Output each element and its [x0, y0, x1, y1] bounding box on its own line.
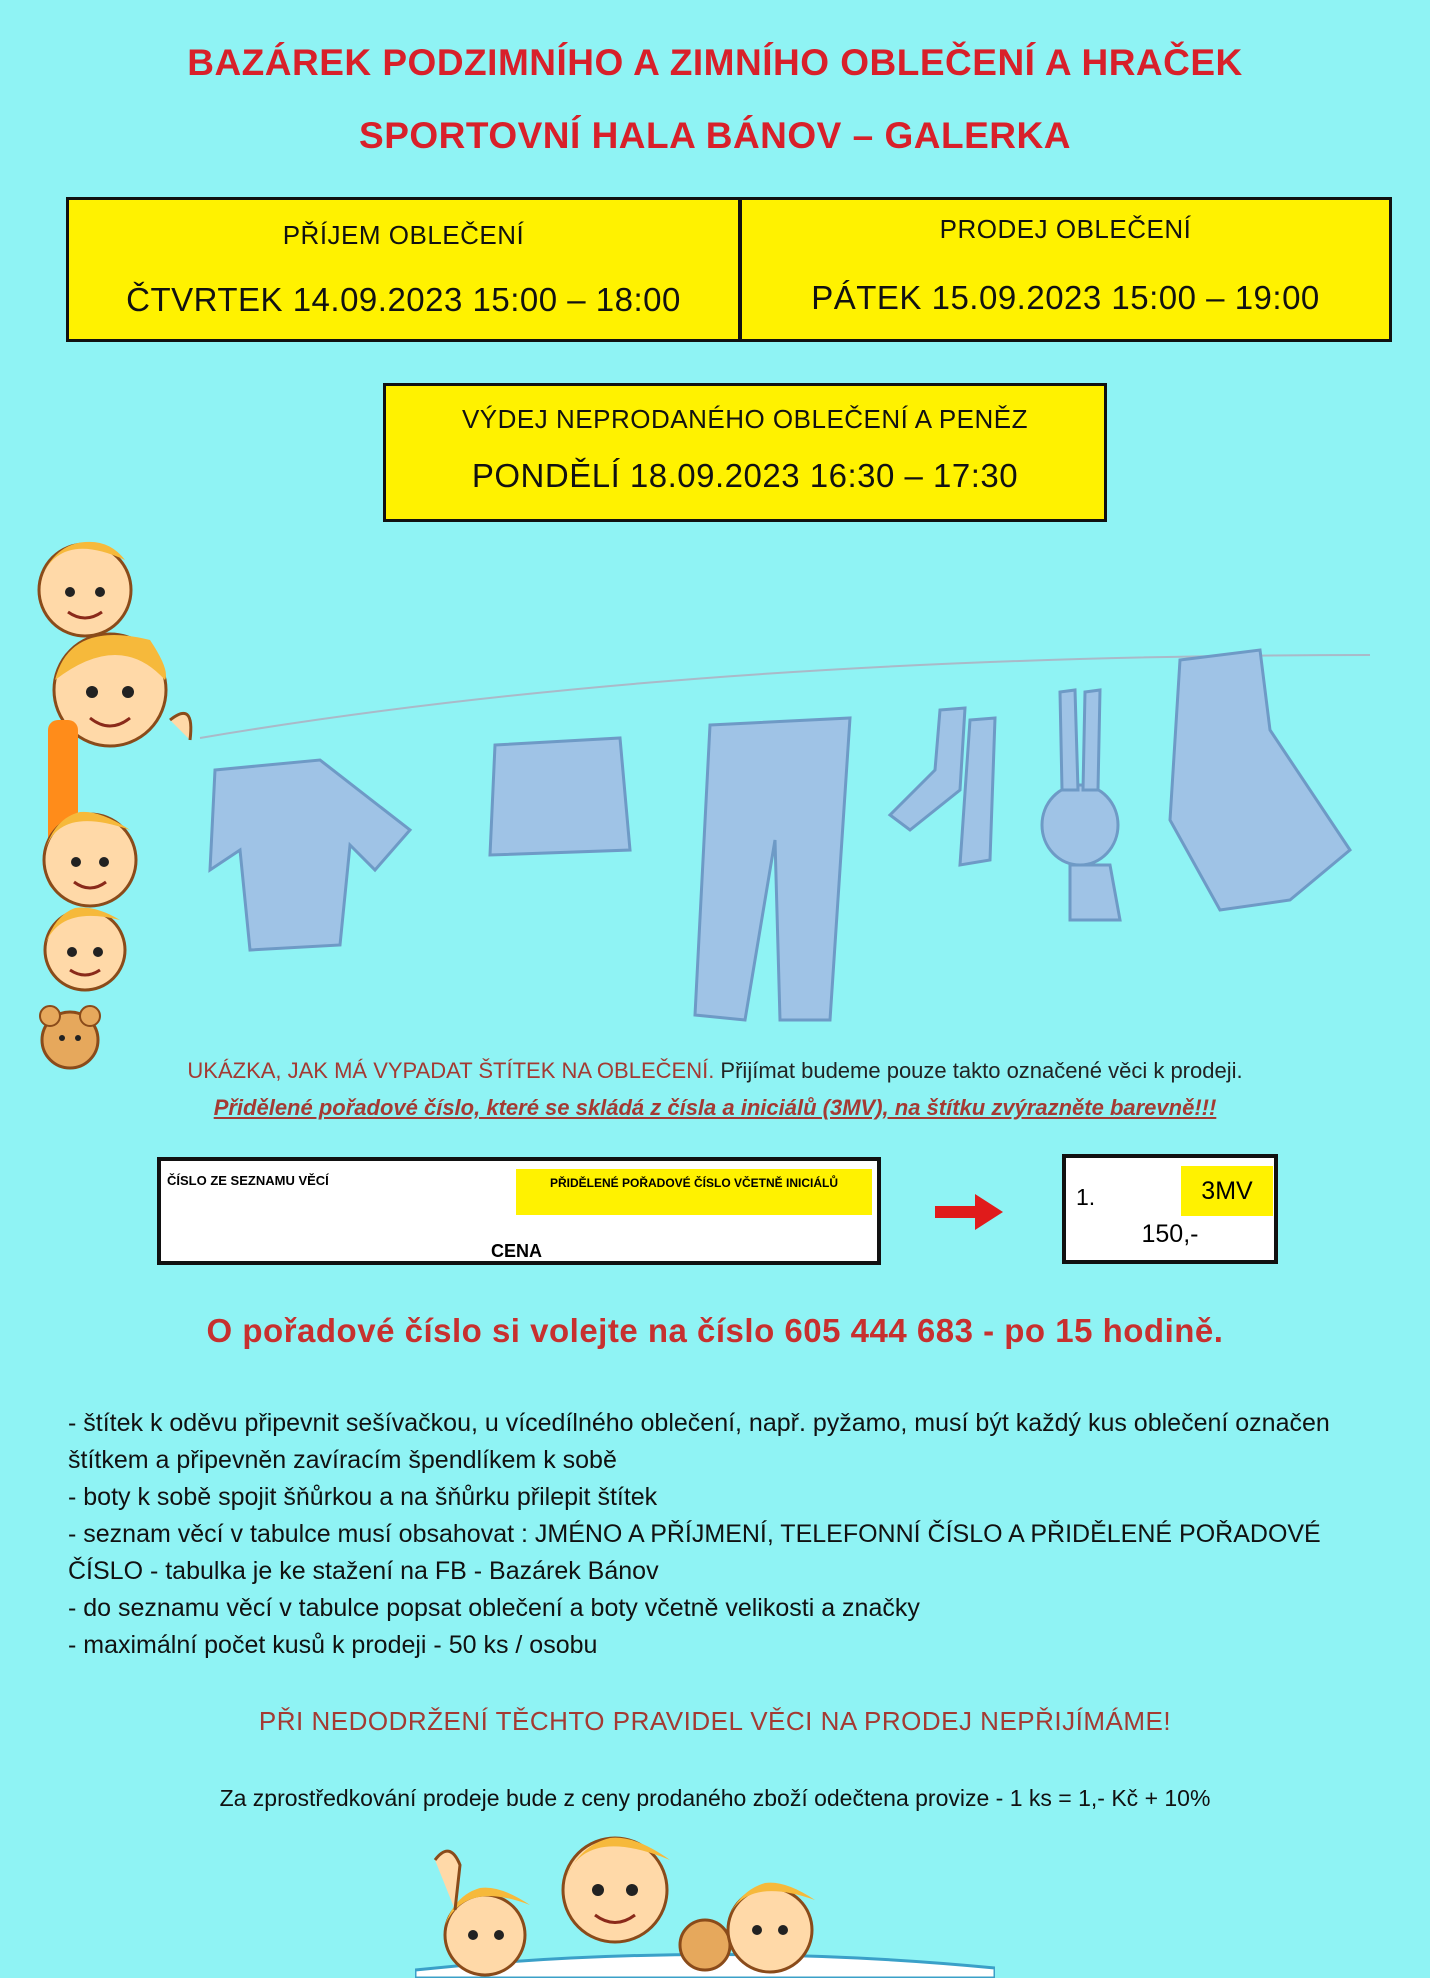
page-subtitle: SPORTOVNÍ HALA BÁNOV – GALERKA: [359, 115, 1071, 156]
kid-face-right: [727, 1883, 815, 1972]
shirt-icon: [210, 760, 410, 950]
skirt-icon: [490, 738, 630, 855]
phone-note: O pořadové číslo si volejte na číslo 605 444 683 - po 15 hodině.: [206, 1312, 1224, 1349]
sock-icon: [890, 708, 965, 830]
sale-datetime: PÁTEK 15.09.2023 15:00 – 19:00: [811, 279, 1320, 316]
label-heading-rest: Přijímat budeme pouze takto označené věci k prodeji.: [714, 1058, 1243, 1083]
example-code: 3MV: [1181, 1166, 1273, 1216]
dress-icon: [1170, 650, 1350, 910]
fee-note: Za zprostředkování prodeje bude z ceny prodaného zboží odečtena provize - 1 ks = 1,- Kč + 10%: [219, 1785, 1211, 1811]
warning: PŘI NEDODRŽENÍ TĚCHTO PRAVIDEL VĚCI NA PRODEJ NEPŘIJÍMÁME!: [258, 1706, 1172, 1736]
intake-box: [66, 197, 741, 342]
rule-item: - maximální počet kusů k prodeji - 50 ks / osobu: [68, 1631, 598, 1659]
jeans-icon: [695, 718, 850, 1020]
kid-face-center: [563, 1838, 670, 1942]
label-heading: UKÁZKA, JAK MÁ VYPADAT ŠTÍTEK NA OBLEČENÍ.: [187, 1058, 715, 1083]
label-assigned-number: PŘIDĚLENÉ POŘADOVÉ ČÍSLO VČETNĚ INICIÁLŮ: [516, 1169, 872, 1215]
rule-item: - seznam věcí v tabulce musí obsahovat : JMÉNO A PŘÍJMENÍ, TELEFONNÍ ČÍSLO A PŘIDĚLENÉ POŘADOVÉ ČÍSLO - tabulka je ke stažení na FB - Bazárek Bánov: [68, 1520, 1321, 1585]
label-list-number: ČÍSLO ZE SEZNAMU VĚCÍ: [167, 1173, 329, 1188]
intake-datetime: ČTVRTEK 14.09.2023 15:00 – 18:00: [126, 281, 681, 318]
kids-illustration: [0, 520, 200, 1090]
page-title: BAZÁREK PODZIMNÍHO A ZIMNÍHO OBLEČENÍ A HRAČEK: [187, 42, 1243, 83]
red-arrow-icon: [935, 1192, 1005, 1232]
kid-face-1: [39, 542, 131, 636]
label-price: CENA: [491, 1241, 543, 1261]
rule-item: - boty k sobě spojit šňůrkou a na šňůrku přilepit štítek: [68, 1483, 658, 1511]
label-info: [0, 1058, 1430, 1084]
teddy-bear-icon-bottom: [680, 1920, 730, 1970]
clothesline-illustration: [190, 620, 1370, 1040]
intake-label: PŘÍJEM OBLEČENÍ: [282, 220, 525, 250]
label-template: [157, 1157, 881, 1265]
label-instruction: Přidělené pořadové číslo, které se skládá z čísla a iniciálů (3MV), na štítku zvýrazněte barevně!!!: [213, 1095, 1217, 1120]
bunny-icon: [1042, 785, 1118, 865]
example-number: 1.: [1076, 1184, 1096, 1210]
example-price: 150,-: [1141, 1220, 1199, 1248]
return-label: VÝDEJ NEPRODANÉHO OBLEČENÍ A PENĚZ: [461, 404, 1029, 434]
label-example: [1062, 1154, 1278, 1264]
kid-face-4: [45, 908, 125, 991]
rule-item: - štítek k oděvu připevnit sešívačkou, u vícedílného oblečení, např. pyžamo, musí být každý kus oblečení označen štítkem a připevněn zavíracím špendlíkem k sobě: [68, 1409, 1330, 1474]
sale-label: PRODEJ OBLEČENÍ: [939, 214, 1192, 244]
bottom-kids-illustration: [415, 1820, 995, 1978]
return-datetime: PONDĚLÍ 18.09.2023 16:30 – 17:30: [471, 457, 1019, 494]
rules-list: [68, 1405, 1388, 1664]
rule-item: - do seznamu věcí v tabulce popsat oblečení a boty včetně velikosti a značky: [68, 1594, 920, 1622]
return-box: [383, 383, 1107, 522]
kid-face-3: [44, 812, 136, 906]
sock-icon-2: [960, 718, 995, 865]
sale-box: [739, 197, 1392, 342]
